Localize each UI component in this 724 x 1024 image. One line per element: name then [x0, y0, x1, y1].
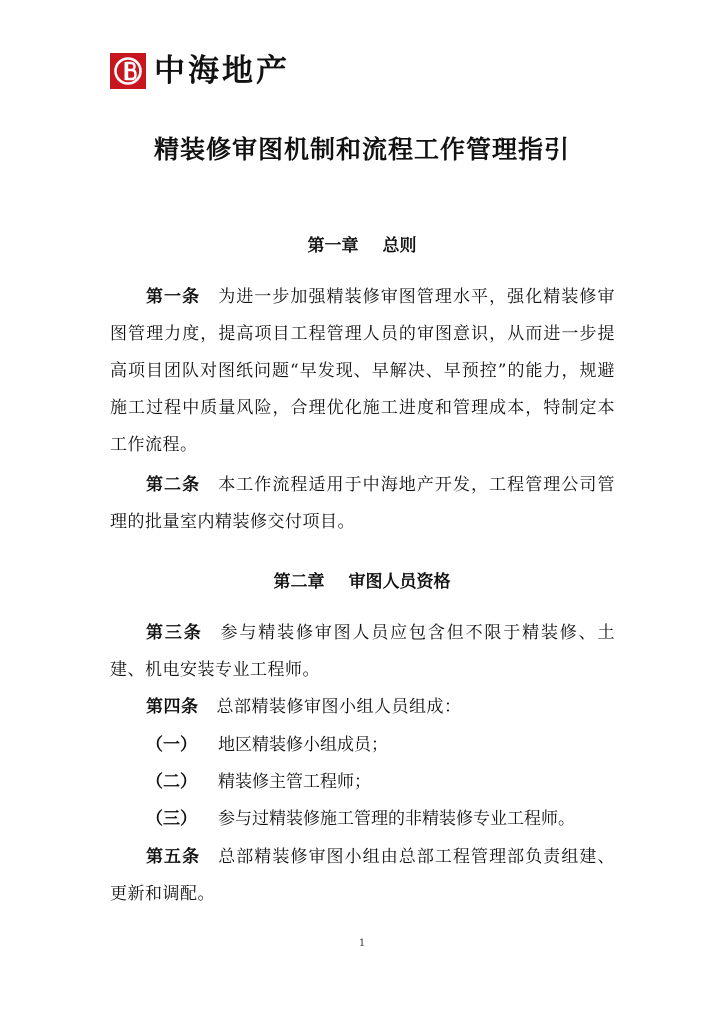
list-item-text: 地区精装修小组成员；: [218, 735, 388, 755]
article-3: [110, 615, 615, 689]
list-item: [146, 801, 616, 838]
list-item: [146, 764, 616, 801]
chapter-1-name: 总则: [382, 236, 417, 256]
list-item-number: （二）: [146, 772, 197, 792]
list-item-number: （三）: [146, 809, 197, 829]
chapter-2-name: 审图人员资格: [348, 572, 451, 592]
article-4: [110, 689, 615, 726]
company-logo-text: 中海地产: [154, 53, 290, 89]
article-4-label: 第四条: [146, 697, 199, 717]
chapter-2-heading: [0, 567, 724, 592]
list-item: [146, 727, 616, 764]
article-4-text: 总部精装修审图小组人员组成：: [216, 697, 462, 717]
company-logo-icon: [110, 53, 146, 89]
article-2-label: 第二条: [146, 475, 201, 495]
article-5: [110, 839, 615, 913]
chapter-1-heading: [0, 231, 724, 256]
list-item-number: （一）: [146, 735, 197, 755]
chapter-1-number: 第一章: [307, 236, 359, 256]
article-1: [110, 279, 615, 464]
page-number: 1: [358, 938, 366, 949]
list-item-text: 参与过精装修施工管理的非精装修专业工程师。: [218, 809, 575, 829]
article-2-text: 本工作流程适用于中海地产开发，工程管理公司管理的批量室内精装修交付项目。: [110, 475, 615, 532]
article-1-text: 为进一步加强精装修审图管理水平，强化精装修审图管理力度，提高项目工程管理人员的审图意识，从而进一步提高项目团队对图纸问题“早发现、早解决、早预控”的能力，规避施工过程中质量风险，合理优化施工进度和管理成本，特制定本工作流程。: [110, 287, 615, 455]
article-5-label: 第五条: [146, 847, 201, 867]
list-item-text: 精装修主管工程师；: [218, 772, 371, 792]
article-3-label: 第三条: [146, 623, 203, 643]
article-5-text: 总部精装修审图小组由总部工程管理部负责组建、更新和调配。: [110, 847, 615, 904]
article-1-label: 第一条: [146, 287, 201, 307]
company-logo: [110, 52, 290, 90]
article-2: [110, 467, 615, 541]
document-title: 精装修审图机制和流程工作管理指引: [153, 135, 570, 164]
chapter-2-number: 第二章: [273, 572, 325, 592]
article-3-text: 参与精装修审图人员应包含但不限于精装修、土建、机电安装专业工程师。: [110, 623, 616, 680]
